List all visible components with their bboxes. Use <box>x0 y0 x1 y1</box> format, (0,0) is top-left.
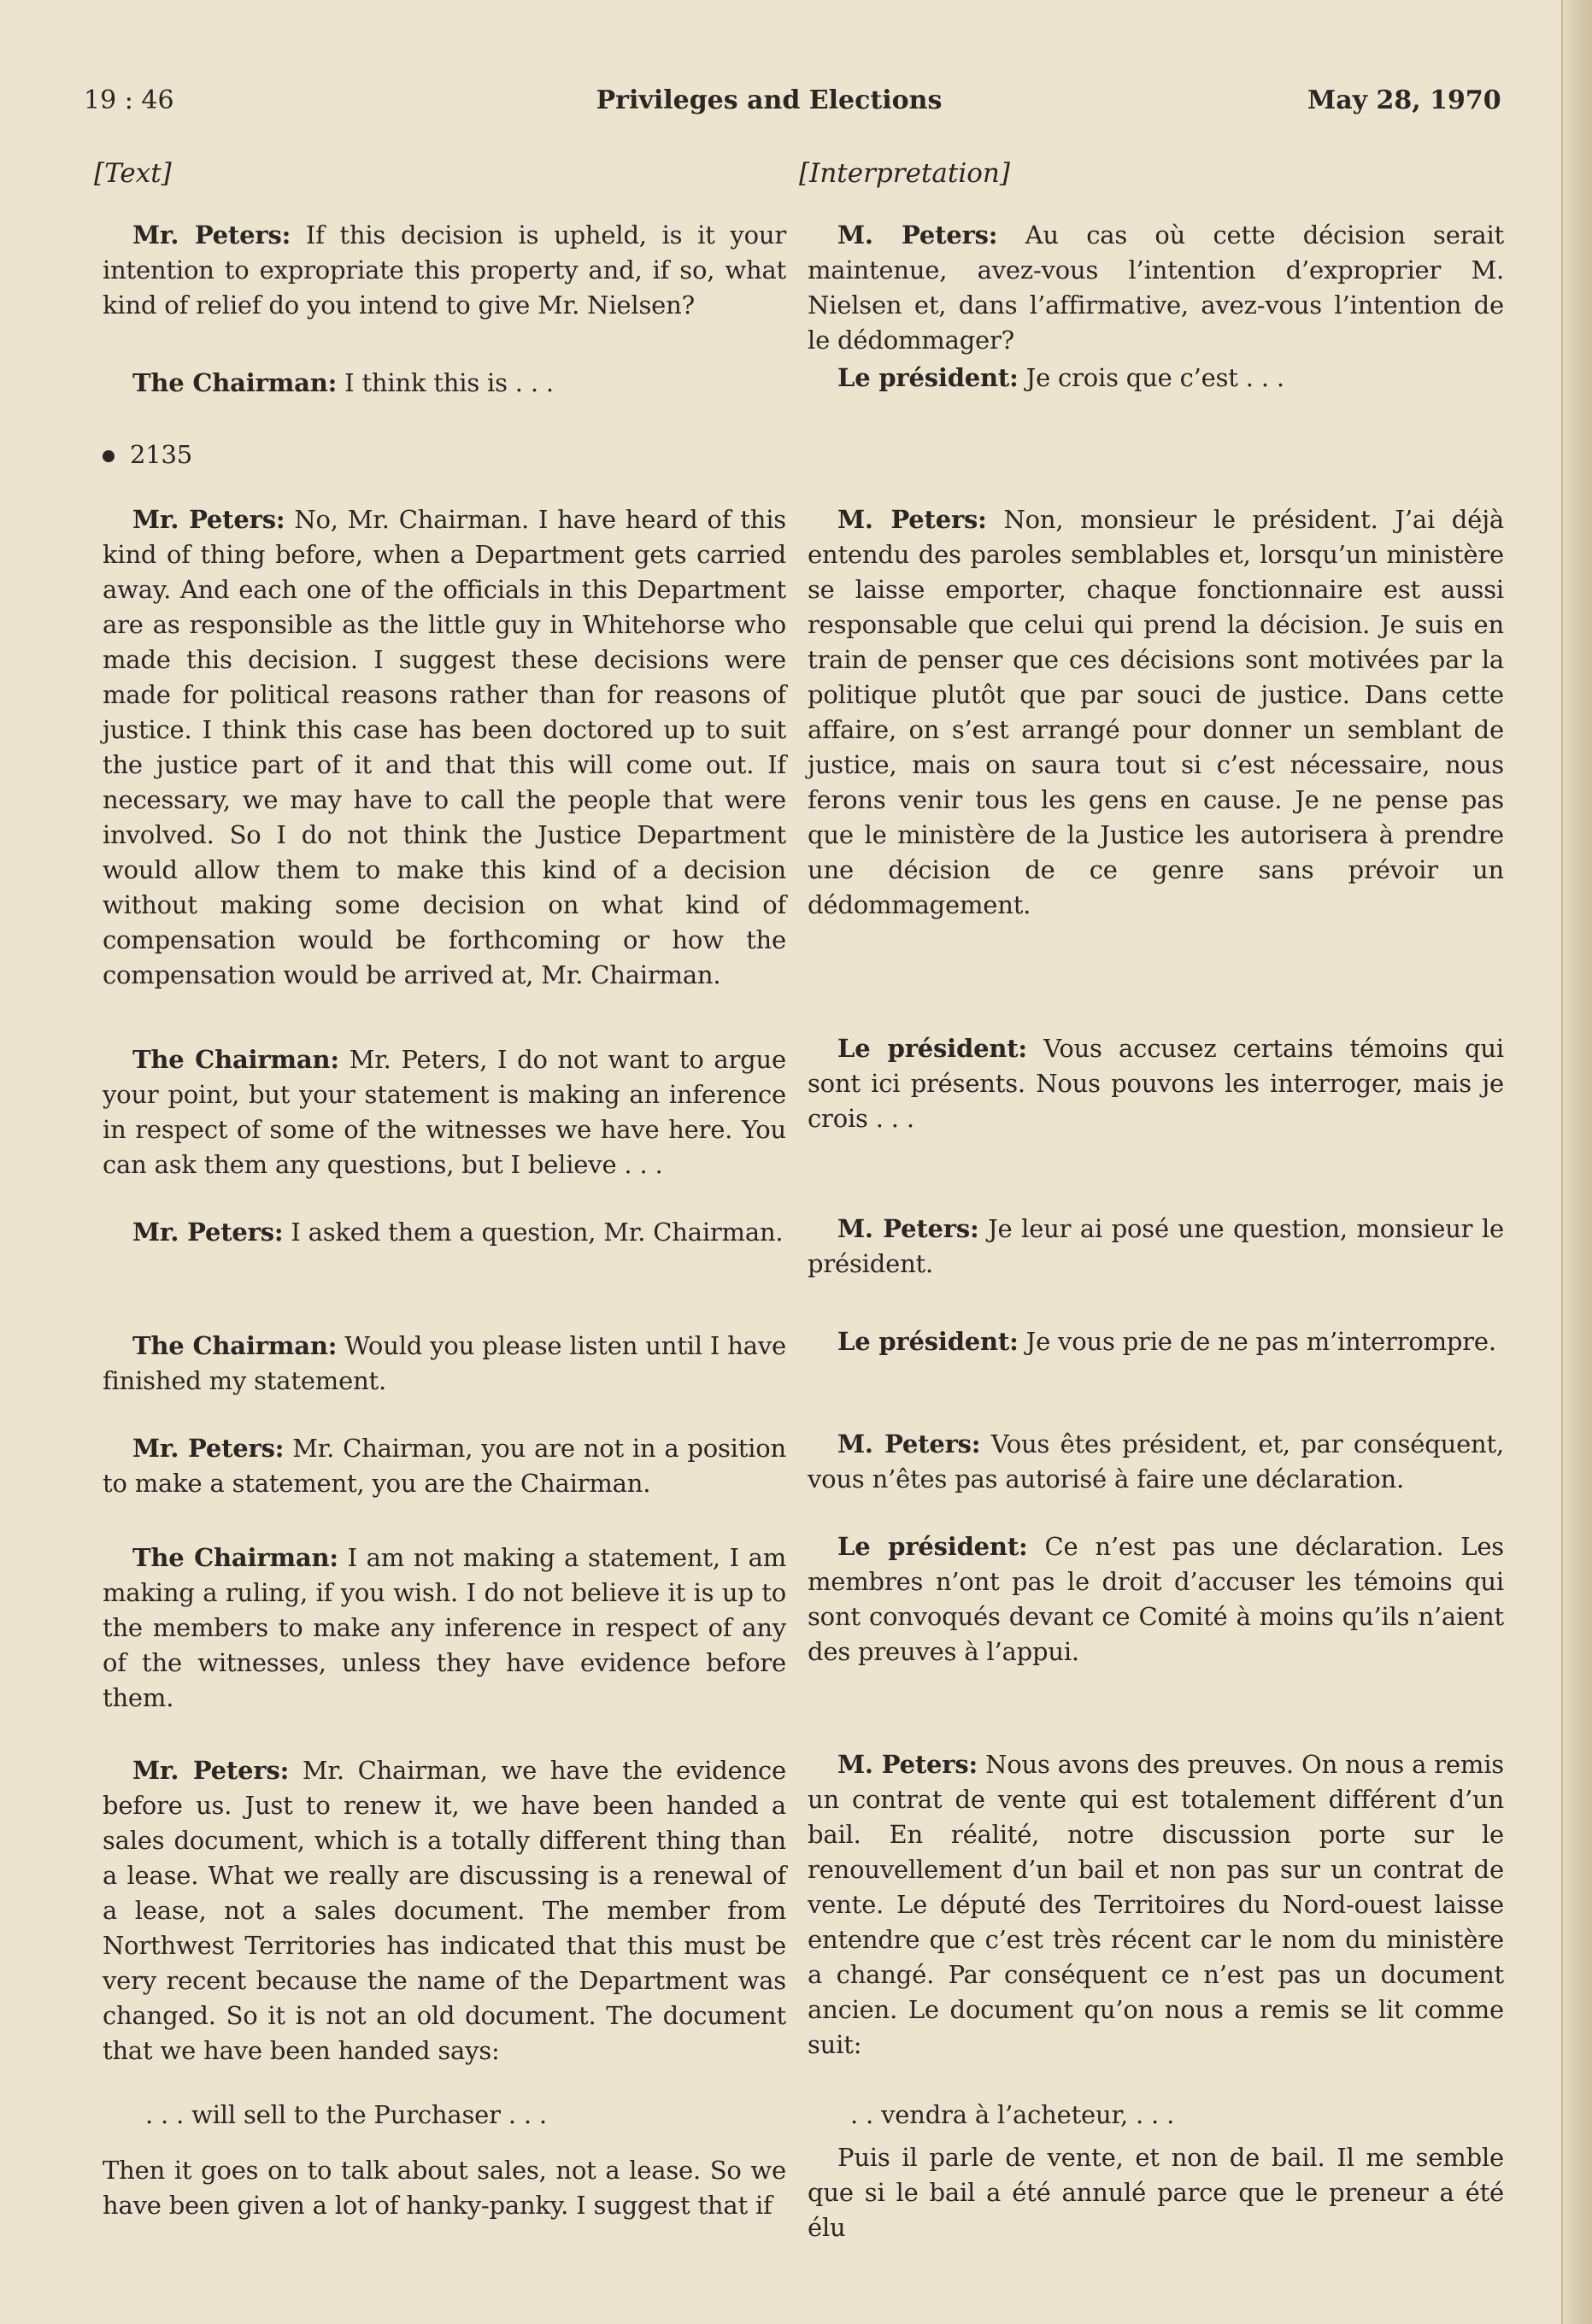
quoted-text <box>808 2098 1504 2133</box>
entry-text: Je vous prie de ne pas m’interrompre. <box>1025 1327 1496 1356</box>
entry-text: Would you please listen until I have finished my statement. <box>103 1331 786 1395</box>
french-entry <box>808 502 1504 923</box>
english-entry <box>103 1215 786 1250</box>
quote-text: . . vendra à l’acheteur, . . . <box>850 2100 1175 2129</box>
speaker-label: Le président: <box>837 363 1019 392</box>
english-column-heading: [Text] <box>94 158 172 189</box>
page-title: Privileges and Elections <box>596 85 943 115</box>
english-entry <box>103 1753 786 2069</box>
english-entry <box>103 1042 786 1183</box>
speaker-label: The Chairman: <box>132 1331 338 1360</box>
entry-text: Je crois que c’est . . . <box>1025 363 1284 392</box>
french-entry <box>808 1747 1504 2063</box>
speaker-label: Mr. Peters: <box>132 1218 284 1247</box>
entry-text: Non, monsieur le président. J’ai déjà entendu des paroles semblables et, lorsqu’un ministère se laisse emporter, chaque fonctionnaire est aussi responsable que celui qui prend la décision. Je suis en train de penser que ces décisions sont motivées par la politique plutôt que par souci de justice. Dans cette affaire, on s’est arrangé pour donner un semblant de justice, mais on saura tout si c’est nécessaire, nous ferons venir tous les gens en cause. Je ne pense pas que le ministère de la Justice les autorisera à prendre une décision de ce genre sans prévoir un dédommagement. <box>808 505 1504 919</box>
english-entry <box>103 218 786 323</box>
entry-text: If this decision is upheld, is it your intention to expropriate this property and, if so, what kind of relief do you intend to give Mr. Nielsen? <box>103 220 786 320</box>
entry-text: Je leur ai posé une question, monsieur le président. <box>808 1214 1504 1278</box>
page-number: 19 : 46 <box>84 85 174 115</box>
speaker-label: Le président: <box>837 1034 1027 1063</box>
speaker-label: M. Peters: <box>837 220 998 249</box>
speaker-label: M. Peters: <box>837 505 987 534</box>
entry-text: Mr. Chairman, you are not in a position to make a statement, you are the Chairman. <box>103 1434 786 1498</box>
speaker-label: Mr. Peters: <box>132 1756 290 1785</box>
english-entry <box>103 2153 786 2223</box>
entry-text: Au cas où cette décision serait maintenue, avez-vous l’intention d’exproprier M. Nielsen et, dans l’affirmative, avez-vous l’intention de le dédommager? <box>808 220 1504 355</box>
bullet-icon <box>103 450 115 462</box>
entry-text: Mr. Peters, I do not want to argue your point, but your statement is making an inference in respect of some of the witnesses we have here. You can ask them any questions, but I believe . . . <box>103 1045 786 1179</box>
entry-text: I asked them a question, Mr. Chairman. <box>291 1218 784 1247</box>
speaker-label: Le président: <box>837 1532 1028 1561</box>
entry-text: Nous avons des preuves. On nous a remis un contrat de vente qui est totalement différent d’un bail. En réalité, notre discussion porte sur le renouvellement d’un bail et non pas sur un contrat de vente. Le député des Territoires du Nord-ouest laisse entendre que c’est très récent car le nom du ministère a changé. Par conséquent ce n’est pas un document ancien. Le document qu’on nous a remis se lit comme suit: <box>808 1750 1504 2059</box>
french-entry <box>808 2140 1504 2245</box>
speaker-label: The Chairman: <box>132 1543 338 1572</box>
speaker-label: Mr. Peters: <box>132 1434 285 1463</box>
entry-text: No, Mr. Chairman. I have heard of this kind of thing before, when a Department gets carried away. And each one of the officials in this Department are as responsible as the little guy in Whitehorse who made this decision. I suggest these decisions were made for political reasons rather than for reasons of justice. I think this case has been doctored up to suit the justice part of it and that this will come out. If necessary, we may have to call the people that were involved. So I do not think the Justice Department would allow them to make this kind of a decision without making some decision on what kind of compensation would be forthcoming or how the compensation would be arrived at, Mr. Chairman. <box>103 505 786 989</box>
english-entry <box>103 366 786 401</box>
speaker-label: M. Peters: <box>837 1750 978 1779</box>
english-entry <box>103 502 786 993</box>
speaker-label: Le président: <box>837 1327 1019 1356</box>
french-entry <box>808 218 1504 358</box>
english-entry <box>103 1431 786 1501</box>
entry-text: I think this is . . . <box>344 368 554 397</box>
french-entry <box>808 1212 1504 1282</box>
entry-text: I am not making a statement, I am making a ruling, if you wish. I do not believe it is up to the members to make any inference in respect of any of the witnesses, unless they have evidence before them. <box>103 1543 786 1712</box>
speaker-label: M. Peters: <box>837 1429 981 1458</box>
quoted-text <box>103 2098 786 2133</box>
speaker-label: M. Peters: <box>837 1214 979 1243</box>
french-entry <box>808 361 1504 396</box>
english-entry <box>103 1541 786 1716</box>
page-edge <box>1561 0 1592 2324</box>
page-date: May 28, 1970 <box>1307 85 1501 115</box>
french-entry <box>808 1031 1504 1136</box>
entry-text: Vous accusez certains témoins qui sont ici présents. Nous pouvons les interroger, mais je crois . . . <box>808 1034 1504 1133</box>
entry-text: Then it goes on to talk about sales, not a lease. So we have been given a lot of hanky-panky. I suggest that if <box>103 2156 786 2220</box>
time-marker <box>103 437 786 472</box>
speaker-label: Mr. Peters: <box>132 505 285 534</box>
entry-text: Puis il parle de vente, et non de bail. Il me semble que si le bail a été annulé parce que le preneur a été élu <box>808 2143 1504 2242</box>
speaker-label: The Chairman: <box>132 1045 339 1074</box>
english-entry <box>103 1329 786 1399</box>
entry-text: Ce n’est pas une déclaration. Les membres n’ont pas le droit d’accuser les témoins qui sont convoqués devant ce Comité à moins qu’ils n’aient des preuves à l’appui. <box>808 1532 1504 1666</box>
french-entry <box>808 1529 1504 1670</box>
speaker-label: The Chairman: <box>132 368 338 397</box>
french-entry <box>808 1324 1504 1359</box>
time-marker-text: 2135 <box>130 440 193 469</box>
quote-text: . . . will sell to the Purchaser . . . <box>145 2100 547 2129</box>
speaker-label: Mr. Peters: <box>132 220 291 249</box>
french-column-heading: [Interpretation] <box>799 158 1010 189</box>
french-entry <box>808 1427 1504 1497</box>
entry-text: Mr. Chairman, we have the evidence before us. Just to renew it, we have been handed a sales document, which is a totally different thing than a lease. What we really are discussing is a renewal of a lease, not a sales document. The member from Northwest Territories has indicated that this must be very recent because the name of the Department was changed. So it is not an old document. The document that we have been handed says: <box>103 1756 786 2065</box>
entry-text: Vous êtes président, et, par conséquent, vous n’êtes pas autorisé à faire une déclaration. <box>808 1429 1504 1494</box>
